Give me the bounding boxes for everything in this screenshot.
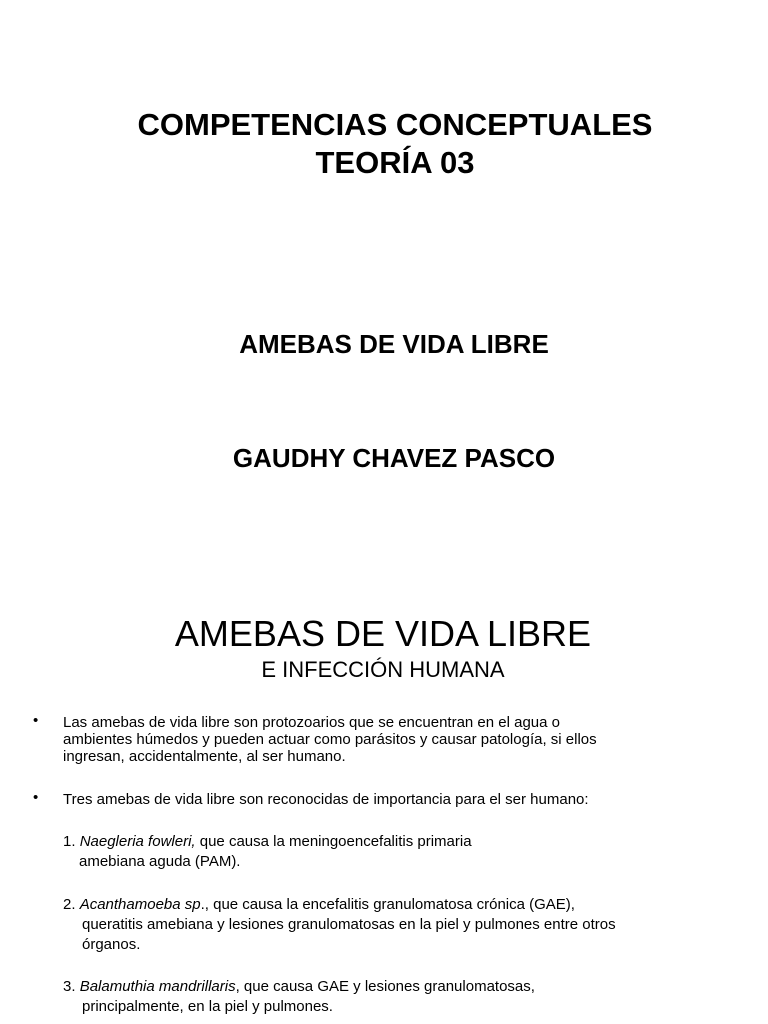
bullet-text xyxy=(63,714,753,765)
slide-2 xyxy=(0,590,768,1024)
item-number: 3. xyxy=(63,978,76,995)
bullet-text-line: ambientes húmedos y pueden actuar como parásitos y causar patología, si ellos xyxy=(63,731,597,748)
slide-1-author: GAUDHY CHAVEZ PASCO xyxy=(232,443,556,473)
item-number: 2. xyxy=(63,896,76,913)
item-text-line: principalmente, en la piel y pulmones. xyxy=(82,998,333,1015)
species-name: Naegleria fowleri, xyxy=(79,833,196,850)
slide-1-title xyxy=(0,106,768,182)
slide-1-title-line-2: TEORÍA 03 xyxy=(315,145,475,180)
item-text: , que causa GAE y lesiones granulomatosas, xyxy=(235,978,535,995)
bullet-icon: • xyxy=(33,712,39,729)
item-text: ., que causa la encefalitis granulomatosa crónica (GAE), xyxy=(200,896,575,913)
species-name: Acanthamoeba sp xyxy=(79,896,201,913)
slide-1-title-line-1: COMPETENCIAS CONCEPTUALES xyxy=(137,107,653,142)
bullet-text-line: Las amebas de vida libre son protozoarios que se encuentran en el agua o xyxy=(63,714,560,731)
numbered-item xyxy=(63,832,753,872)
item-number: 1. xyxy=(63,833,76,850)
item-text-line: amebiana aguda (PAM). xyxy=(79,853,241,870)
bullet-text-line: Tres amebas de vida libre son reconocidas de importancia para el ser humano: xyxy=(63,791,589,808)
bullet-text xyxy=(63,791,753,808)
numbered-item xyxy=(63,977,753,1017)
slide-1-topic: AMEBAS DE VIDA LIBRE xyxy=(239,329,549,359)
bullet-icon: • xyxy=(33,789,39,806)
numbered-item xyxy=(63,895,753,955)
item-text-line: queratitis amebiana y lesiones granulomatosas en la piel y pulmones entre otros xyxy=(82,916,616,933)
bullet-text-line: ingresan, accidentalmente, al ser humano. xyxy=(63,748,346,765)
item-text: que causa la meningoencefalitis primaria xyxy=(195,833,472,850)
slide-2-title: AMEBAS DE VIDA LIBRE xyxy=(174,613,592,654)
item-text-line: órganos. xyxy=(82,936,141,953)
slide-2-subtitle: E INFECCIÓN HUMANA xyxy=(261,657,505,682)
species-name: Balamuthia mandrillaris xyxy=(79,978,236,995)
